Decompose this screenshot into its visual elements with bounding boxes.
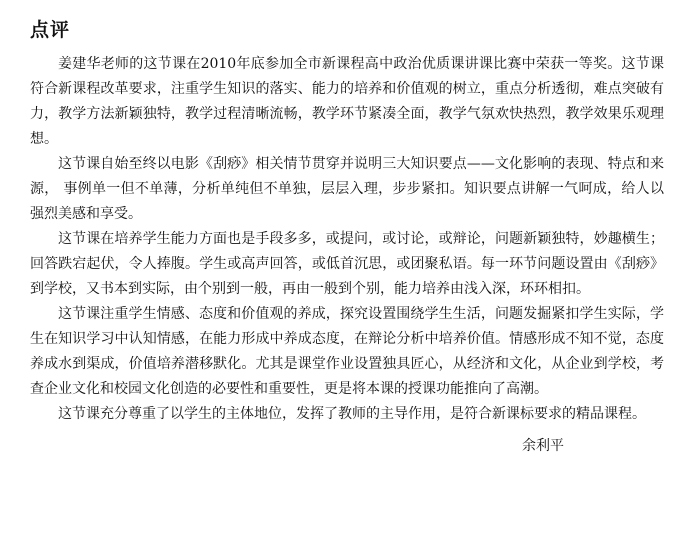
paragraph-3: 这节课在培养学生能力方面也是手段多多，或提问，或讨论，或辩论，问题新颖独特，妙趣横生；回答跌宕起伏，令人捧腹。学生或高声回答，或低首沉思，或团聚私语。每一环节问题设置由《刮痧》到学校，又书本到实际，由个别到一般，再由一般到个别，能力培养由浅入深，环环相扣。 [30,231,664,297]
paragraph-5: 这节课充分尊重了以学生的主体地位，发挥了教师的主导作用，是符合新课标要求的精品课程。 [58,406,646,422]
paragraph-2: 这节课自始至终以电影《刮痧》相关情节贯穿并说明三大知识要点——文化影响的表现、特点和来源， 事例单一但不单薄，分析单纯但不单独，层层入理，步步紧扣。知识要点讲解一气呵成，给人以强烈美感和享受。 [30,156,664,222]
author-signature: 余利平 [522,438,564,454]
paragraph-1: 姜建华老师的这节课在2010年底参加全市新课程高中政治优质课讲课比赛中荣获一等奖。这节课符合新课程改革要求，注重学生知识的落实、能力的培养和价值观的树立，重点分析透彻，难点突破有力，教学方法新颖独特，教学过程清晰流畅，教学环节紧凑全面，教学气氛欢快热烈，教学效果乐观理想。 [30,56,664,147]
page-title: 点评 [30,19,71,41]
paragraph-4: 这节课注重学生情感、态度和价值观的养成，探究设置围绕学生生活，问题发掘紧扣学生实际，学生在知识学习中认知情感，在能力形成中养成态度，在辩论分析中培养价值。情感形成不知不觉，态度养成水到渠成，价值培养潜移默化。尤其是课堂作业设置独具匠心，从经济和文化，从企业到学校，考查企业文化和校园文化创造的必要性和重要性，更是将本课的授课功能推向了高潮。 [30,306,664,397]
